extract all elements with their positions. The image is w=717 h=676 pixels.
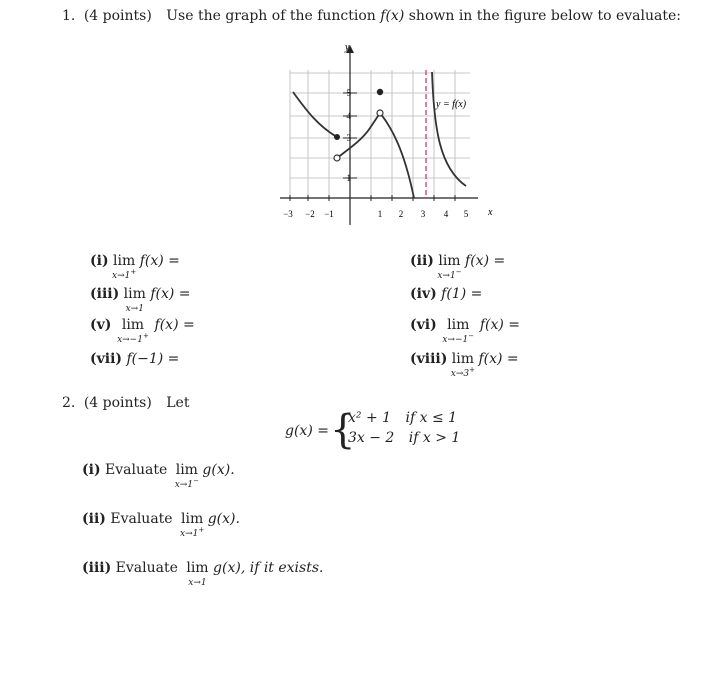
item-expression: f(x) = — [154, 317, 195, 333]
item-label: (iii) — [82, 560, 112, 576]
lim-operator: lim x→1 — [186, 560, 209, 588]
x-tick-label: 2 — [398, 209, 404, 219]
item-expression: f(−1) = — [126, 351, 180, 367]
curve-label: y = f(x) — [436, 99, 467, 110]
item-label: (i) — [82, 462, 101, 478]
item-text: Evaluate — [115, 560, 178, 576]
x-tick-label: 1 — [377, 209, 383, 219]
piecewise-brace: { — [330, 407, 356, 453]
q1-points: (4 points) — [83, 8, 152, 24]
q2-item — [82, 511, 240, 539]
lim-operator: lim x→1− — [174, 462, 199, 490]
y-tick-label: 5 — [346, 88, 351, 98]
open-point — [334, 155, 340, 161]
item-label: (viii) — [410, 351, 448, 367]
curve-middle-falling — [380, 113, 414, 198]
lim-operator: lim x→1+ — [180, 511, 205, 539]
q2-prompt: Let — [166, 395, 190, 411]
q2-item — [82, 560, 324, 588]
q2-item — [82, 462, 235, 490]
x-tick-label: −2 — [305, 209, 315, 219]
x-axis-label: x — [488, 207, 493, 218]
item-label: (ii) — [82, 511, 106, 527]
item-expression: f(x) = — [479, 317, 521, 333]
curve-right-branch — [432, 72, 466, 186]
filled-point — [377, 89, 383, 95]
q2-number: 2. — [62, 395, 76, 411]
y-tick-label: 1 — [346, 173, 351, 183]
axis-ticks — [290, 93, 455, 201]
x-tick-label: 3 — [420, 209, 426, 219]
item-label: (iii) — [90, 286, 120, 302]
item-expression: g(x). — [202, 462, 235, 478]
q1-item — [90, 351, 179, 367]
x-tick-labels — [283, 209, 469, 219]
lim-operator: lim x→1 — [123, 286, 146, 314]
item-text: Evaluate — [105, 462, 168, 478]
q1-prompt-before: Use the graph of the function — [166, 8, 376, 24]
y-axis-label: y — [345, 42, 350, 53]
y-tick-label: 3 — [346, 133, 351, 143]
item-expression: g(x), if it exists. — [213, 560, 324, 576]
item-expression: g(x). — [207, 511, 240, 527]
item-expression: f(x) = — [465, 253, 506, 269]
q2-points: (4 points) — [83, 395, 152, 411]
x-tick-label: −3 — [283, 209, 293, 219]
item-expression: f(x) = — [478, 351, 519, 367]
q1-item — [410, 351, 519, 379]
item-label: (iv) — [410, 286, 437, 302]
q1-item — [90, 253, 180, 281]
item-label: (i) — [90, 253, 109, 269]
q1-number: 1. — [62, 8, 76, 24]
function-graph — [270, 38, 510, 228]
case1-condition: if x ≤ 1 — [405, 410, 458, 426]
y-tick-labels — [347, 88, 352, 183]
lim-operator: lim x→−1+ — [117, 317, 149, 345]
y-tick-label: 4 — [346, 111, 351, 121]
lim-operator: lim x→1− — [437, 253, 462, 281]
q1-prompt-fx: f(x) — [380, 8, 405, 24]
piecewise-case2 — [348, 430, 460, 446]
curve-middle-rising — [337, 113, 380, 158]
case2-condition: if x > 1 — [408, 430, 461, 446]
item-label: (ii) — [410, 253, 434, 269]
q1-prompt-after: shown in the figure below to evaluate: — [408, 8, 681, 24]
lim-operator: lim x→1+ — [112, 253, 137, 281]
item-label: (vii) — [90, 351, 123, 367]
x-tick-label: −1 — [324, 209, 334, 219]
x-tick-label: 4 — [443, 209, 449, 219]
item-text: Evaluate — [110, 511, 173, 527]
filled-point — [334, 134, 340, 140]
q1-item — [410, 253, 506, 281]
item-expression: f(x) = — [150, 286, 191, 302]
item-label: (vi) — [410, 317, 437, 333]
open-point — [377, 110, 383, 116]
q2-heading — [62, 395, 189, 411]
lim-operator: lim x→−1− — [442, 317, 475, 345]
piecewise-lhs: g(x) = — [285, 423, 329, 439]
q1-heading — [62, 8, 681, 24]
q1-item — [410, 317, 521, 345]
item-expression: f(1) = — [441, 286, 483, 302]
x-tick-label: 5 — [463, 209, 469, 219]
item-label: (v) — [90, 317, 112, 333]
q1-item — [90, 286, 191, 314]
item-expression: f(x) = — [139, 253, 180, 269]
case1-expression: x² + 1 — [348, 410, 392, 426]
piecewise-case1 — [348, 410, 457, 426]
lim-operator: lim x→3+ — [450, 351, 476, 379]
curve-left-piece — [293, 92, 337, 137]
q1-item — [90, 317, 195, 345]
case2-expression: 3x − 2 — [348, 430, 395, 446]
q1-item — [410, 286, 482, 302]
